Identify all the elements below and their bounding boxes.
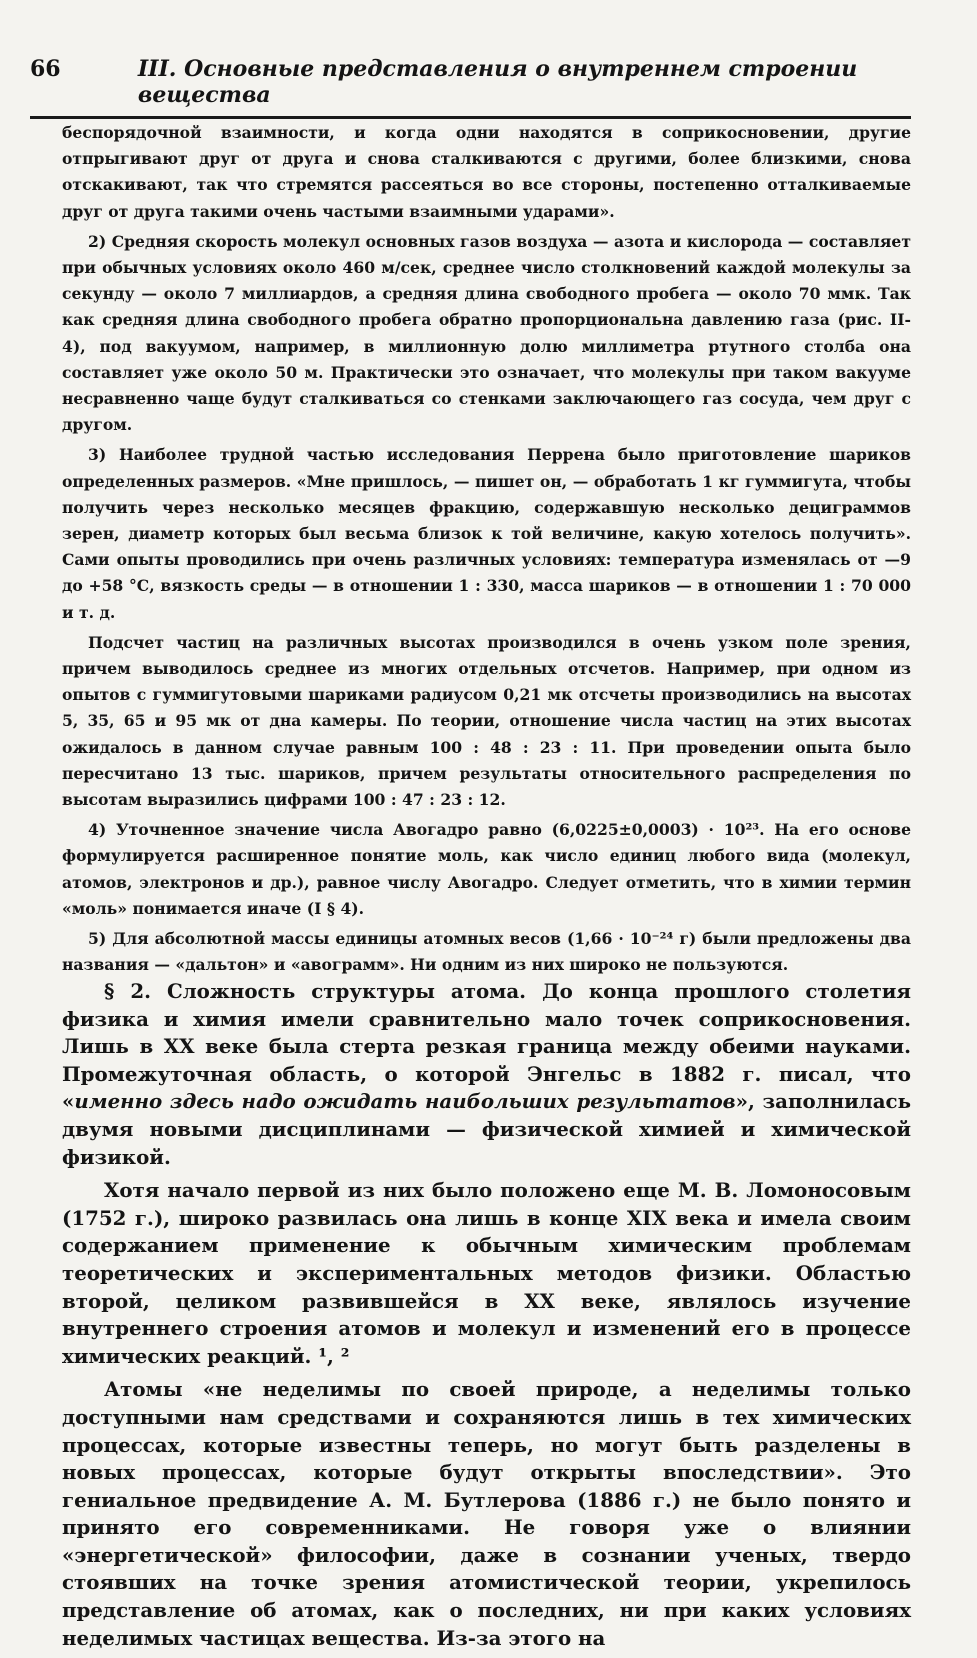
section-paragraph xyxy=(62,978,911,1171)
note-paragraph: 3) Наиболее трудной частью исследования Перрена было приготовление шариков определенных размеров. «Мне пришлось, — пишет он, — обработать 1 кг гуммигута, чтобы получить через несколько месяцев фракцию, содержавшую несколько дециграммов зерен, диаметр которых был весьма близок к той величине, какую хотелось получить». Сами опыты проводились при очень различных условиях: температура изменялась от —9 до +58 °С, вязкость среды — в отношении 1 : 330, масса шариков — в отношении 1 : 70 000 и т. д. xyxy=(62,445,911,622)
page-number: 66 xyxy=(30,56,61,82)
page-header xyxy=(30,56,911,119)
section-paragraph: Атомы «не неделимы по своей природе, а неделимы только доступными нам средствами и сохраняются лишь в тех химических процессах, которые известны теперь, но могут быть разделены в новых процессах, которые будут открыты впоследствии». Это гениальное предвидение А. М. Бутлерова (1886 г.) не было понято и принято его современниками. Не говоря уже о влиянии «энергетической» философии, даже в сознании ученых, твердо стоявших на точке зрения атомистической теории, укрепилось представление об атомах, как о последних, ни при каких условиях неделимых частицах вещества. Из-за этого на xyxy=(62,1377,911,1650)
notes-block xyxy=(62,120,911,983)
note-paragraph: 4) Уточненное значение числа Авогадро равно (6,0225±0,0003) · 10²³. На его основе формулируется расширенное понятие моль, как число единиц любого вида (молекул, атомов, электронов и др.), равное числу Авогадро. Следует отметить, что в химии термин «моль» понимается иначе (I § 4). xyxy=(62,820,911,918)
section-title: § 2. Сложность структуры атома. xyxy=(104,979,527,1003)
note-paragraph: 2) Средняя скорость молекул основных газов воздуха — азота и кислорода — составляет при обычных условиях около 460 м/сек, среднее число столкновений каждой молекулы за секунду — около 7 миллиардов, а средняя длина свободного пробега — около 70 ммк. Так как средняя длина свободного пробега обратно пропорциональна давлению газа (рис. II-4), под вакуумом, например, в миллионную долю миллиметра ртутного столба она составляет уже около 50 м. Практически это означает, что молекулы при таком вакууме несравненно чаще будут сталкиваться со стенками заключающего газ сосуда, чем друг с другом. xyxy=(62,231,911,435)
note-paragraph: 5) Для абсолютной массы единицы атомных весов (1,66 · 10⁻²⁴ г) были предложены два названия — «дальтон» и «авограмм». Ни одним из них широко не пользуются. xyxy=(62,929,911,975)
quote-emphasis: именно здесь надо ожидать наибольших результатов xyxy=(74,1089,736,1114)
section-block xyxy=(62,978,911,1658)
paragraph-text: », заполнилась двумя новыми дисциплинами — физической химией и химической физикой. xyxy=(62,1089,911,1169)
note-paragraph: беспорядочной взаимности, и когда одни находятся в соприкосновении, другие отпрыгивают друг от друга и снова сталкиваются с другими, более близкими, снова отскакивают, так что стремятся рассеяться во все стороны, постепенно отталкиваемые друг от друга такими очень частыми взаимными ударами». xyxy=(62,123,911,221)
paragraph-text: До конца прошлого столетия физика и химия имели сравнительно мало точек соприкосновения. Лишь в XX веке была стерта резкая граница между обеими науками. Промежуточная область, о которой Энгельс в 1882 г. писал, что « xyxy=(62,979,912,1114)
running-title: III. Основные представления о внутреннем строении вещества xyxy=(137,56,858,108)
section-paragraph: Хотя начало первой из них было положено еще М. В. Ломоносовым (1752 г.), широко развилась она лишь в конце XIX века и имела своим содержанием применение к обычным химическим проблемам теоретических и экспериментальных методов физики. Областью второй, целиком развившейся в XX веке, являлось изучение внутреннего строения атомов и молекул и изменений его в процессе химических реакций. ¹, ² xyxy=(62,1178,911,1368)
note-paragraph: Подсчет частиц на различных высотах производился в очень узком поле зрения, причем выводилось среднее из многих отдельных отсчетов. Например, при одном из опытов с гуммигутовыми шариками радиусом 0,21 мк отсчеты производились на высотах 5, 35, 65 и 95 мк от дна камеры. По теории, отношение числа частиц на этих высотах ожидалось в данном случае равным 100 : 48 : 23 : 11. При проведении опыта было пересчитано 13 тыс. шариков, причем результаты относительного распределения по высотам выразились цифрами 100 : 47 : 23 : 12. xyxy=(62,632,911,810)
